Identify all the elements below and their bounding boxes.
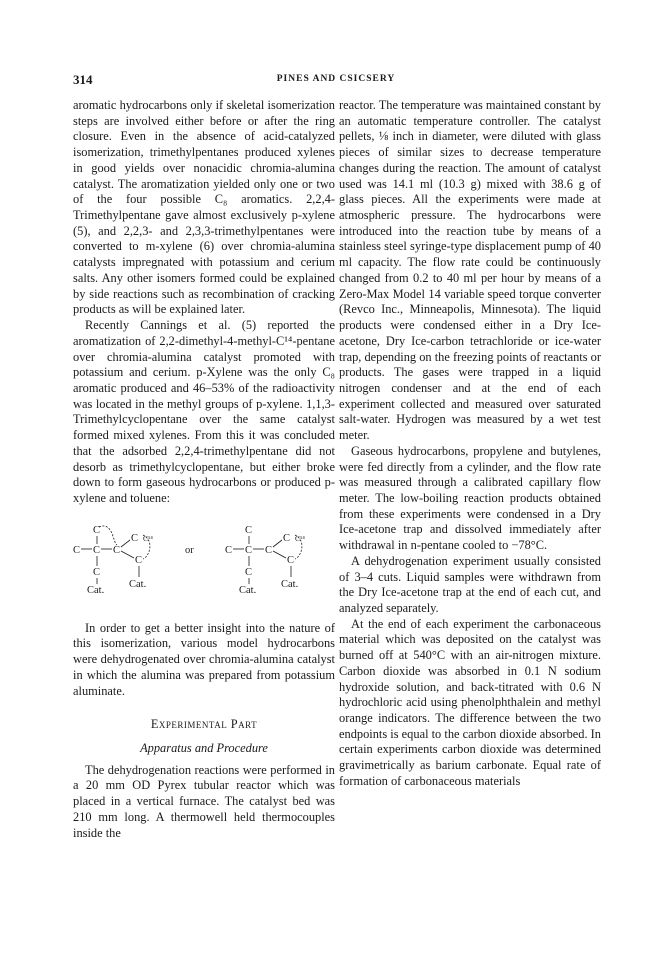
right-paragraph-4: At the end of each experiment the carbonaceous material which was deposited on the catalyst was burned off at 540°C with an air-nitrogen mixture. Carbon dioxide was absorbed in 0.1 N sodium hydroxide solution, and back-titrated with 0.6 N hydrochloric acid using phenolphthalein and methyl orange indicators. The difference between the two endpoints is equal to the carbon dioxide absorbed. In certain experiments carbon dioxide was determined gravimetrically as barium carbonate. Equal rate of formation of carbonaceous materials — [339, 616, 601, 788]
scheme-atom: C — [265, 544, 273, 556]
right-paragraph-3: A dehydrogenation experiment usually consisted of 3–4 cuts. Liquid samples were withdrawn from the Dry Ice-acetone trap at the end of each cut, and analyzed separately. — [339, 553, 601, 615]
scheme-atom: C — [93, 566, 101, 578]
left-paragraph-4: The dehydrogenation reactions were performed in a 20 mm OD Pyrex tubular reactor which was placed in a vertical furnace. The catalyst bed was 210 mm long. A thermowell held thermocouples inside the — [73, 762, 335, 840]
right-paragraph-2: Gaseous hydrocarbons, propylene and butylenes, were fed directly from a cylinder, and the flow rate was measured through a calibrated capillary flow meter. The low-boiling reaction products obtained from these experiments were condensed in a Dry Ice-acetone trap and dissolved immediately after withdrawal in n-pentane cooled to −78°C. — [339, 443, 601, 553]
scheme-atom: C — [287, 554, 295, 566]
subsection-title: Apparatus and Procedure — [140, 741, 268, 755]
left-paragraph-3: In order to get a better insight into the nature of this isomerization, various model hydrocarbons were dehydrogenated over chromia-alumina catalyst in which the alumina was prepared from potassium aluminate. — [73, 620, 335, 698]
scheme-atom: C — [73, 544, 81, 556]
scheme-atom: C — [135, 554, 143, 566]
reaction-scheme-svg — [73, 515, 335, 611]
left-column — [73, 98, 335, 841]
scheme-c14-label: C¹⁴ — [295, 533, 305, 543]
left-paragraph-2: Recently Cannings et al. (5) reported the aromatization of 2,2-dimethyl-4-methyl-C¹⁴-pentane over chromia-alumina catalyst promoted with potassium and cerium. p-Xylene was the only C₈ aromatic produced and 46–53% of the radioactivity was located in the methyl groups of p-xylene. 1,1,3-Trimethylcyclopentane over the same catalyst formed mixed xylenes. From this it was concluded that the adsorbed 2,2,4-trimethylpentane did not desorb as trimethylcyclopentane, but either broke down to form gaseous hydrocarbons or produced p-xylene and toluene: — [73, 318, 335, 505]
scheme-or-label: or — [185, 544, 194, 556]
page-number: 314 — [73, 72, 93, 87]
scheme-atom: C — [283, 532, 291, 544]
right-paragraph-1: reactor. The temperature was maintained constant by an automatic temperature controller. The catalyst pellets, ⅛ inch in diameter, were diluted with glass pieces of similar sizes to decrease temperature changes during the reaction. The amount of catalyst used was 14.1 ml (10.3 g) mixed with 38.6 g of glass pieces. All the experiments were made at atmospheric pressure. The hydrocarbons were introduced into the reaction tube by means of a stainless steel syringe-type displacement pump of 40 ml capacity. The flow rate could be continuously changed from 0.2 to 40 ml per hour by means of a Zero-Max Model 14 variable speed torque converter (Revco Inc., Minneapolis, Minnesota). The liquid products were condensed either in a Dry Ice-acetone, Dry Ice-carbon tetrachloride or ice-water trap, depending on the freezing points of reactants or products. The gases were trapped in a liquid nitrogen condenser and at the end of each experiment collected and measured over saturated salt-water. Hydrogen was measured by a wet test meter. — [339, 98, 601, 443]
scheme-cat-label: Cat. — [129, 578, 147, 590]
scheme-atom: C — [131, 532, 139, 544]
scheme-atom: C — [245, 524, 253, 536]
scheme-atom: C — [113, 544, 121, 556]
scheme-atom: C — [93, 524, 101, 536]
scheme-atom: C — [225, 544, 233, 556]
left-paragraph-1: aromatic hydrocarbons only if skeletal isomerization steps are involved either before or after the ring closure. Even in the absence of acid-catalyzed isomerization, trimethylpentanes produced xylenes in good yields over nonacidic chromia-alumina catalyst. The aromatization yielded only one or two of the four possible C₈ aromatics. 2,2,4-Trimethylpentane gave almost exclusively p-xylene (5), and 2,2,3- and 2,3,3-trimethylpentanes were converted to m-xylene (6) over chromia-alumina catalysts impregnated with potassium and cerium salts. Any other isomers formed could be explained by side reactions such as recombination of cracking products as will be explained later. — [73, 98, 335, 317]
scheme-cat-label: Cat. — [281, 578, 299, 590]
scheme-atom: C — [245, 566, 253, 578]
section-title: Experimental Part — [150, 717, 258, 732]
scheme-c14-label: C¹⁴ — [143, 533, 153, 543]
running-head: PINES AND CSICSERY — [276, 74, 396, 84]
right-column — [339, 98, 601, 790]
scheme-atom: C — [93, 544, 101, 556]
scheme-cat-label: Cat. — [87, 584, 105, 596]
scheme-cat-label: Cat. — [239, 584, 257, 596]
reaction-scheme — [73, 515, 335, 611]
scheme-atom: C — [245, 544, 253, 556]
